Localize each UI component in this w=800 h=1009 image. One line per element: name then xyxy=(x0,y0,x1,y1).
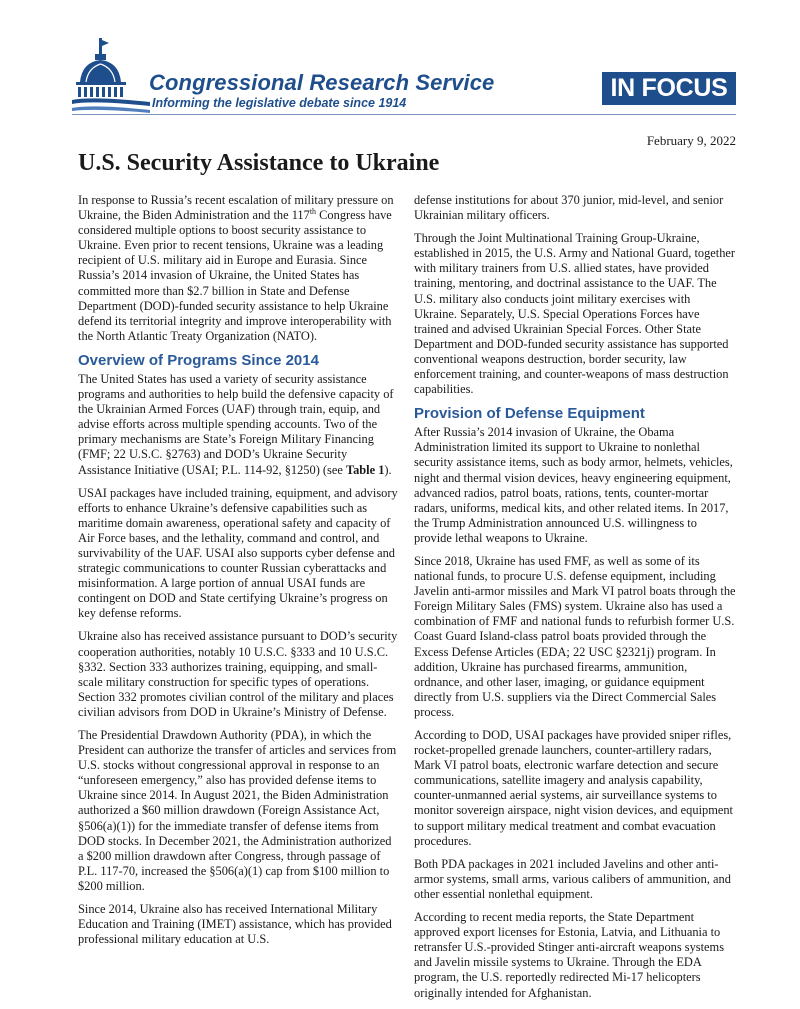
paragraph: According to recent media reports, the State Department approved export licenses for Estonia, Latvia, and Lithuania to retransfer U.S.-provided Stinger anti-aircraft weapons systems and Javelin missile systems to Ukraine. Through the EDA program, the U.S. reportedly redirected Mi-17 helicopters originally intended for Afghanistan. xyxy=(414,910,725,1000)
table-reference: Table 1 xyxy=(345,462,385,477)
paragraph: Since 2018, Ukraine has used FMF, as well as some of its national funds, to procure U.S. defense equipment, including Javelin anti-armor missiles and Mark VI patrol boats through the Foreign Military Sales (FMS) system. Ukraine also has used a combination of FMF and national funds to refurbish former U.S. Coast Guard Island-class patrol boats provided through the Excess Defense Articles (EDA; 22 USC §2321j) program. In addition, Ukraine has purchased firearms, ammunition, ordnance, and other laser, imaging, or guidance equipment directly from U.S. suppliers via the Direct Commercial Sales process. xyxy=(414,553,736,719)
paragraph: According to DOD, USAI packages have provided sniper rifles, rocket-propelled grenade launchers, counter-artillery radars, Mark VI patrol boats, electronic warfare detection and secure communications, satellite imagery and analysis capability, counter-unmanned aerial systems, air surveillance systems to monitor sovereign airspace, night vision devices, and equipment to support military medical treatment and combat evacuation procedures. xyxy=(414,728,733,848)
right-column xyxy=(414,193,736,1009)
page-header xyxy=(0,0,800,125)
paragraph: The Presidential Drawdown Authority (PDA), in which the President can authorize the transfer of articles and services from U.S. stocks without congressional approval in response to an “unforeseen emergency,” also has provided defense items to Ukraine since 2014. In August 2021, the Biden Administration authorized a $60 million drawdown (Foreign Assistance Act, §506(a)(1)) for the immediate transfer of defense items from DOD stocks. In December 2021, the Administration authorized a $200 million drawdown after Congress, through passage of P.L. 117-70, increased the §506(a)(1) cap from $100 million to $200 million. xyxy=(78,728,397,893)
in-focus-badge: IN FOCUS xyxy=(602,72,736,105)
paragraph: Through the Joint Multinational Training Group-Ukraine, established in 2015, the U.S. Army and National Guard, together with military trainers from U.S. allied states, have provided training, mentoring, and doctrinal assistance to the UAF. The U.S. military also conducts joint military exercises with Ukraine. Separately, U.S. Special Operations Forces have trained and advised Ukrainian Special Forces. Other State Department and DOD-funded security assistance has supported conventional weapons destruction, border security, law enforcement training, and counter-weapons of mass destruction capabilities. xyxy=(414,231,736,397)
paragraph: Since 2014, Ukraine also has received International Military Education and Training (IMET) assistance, which has provided professional military education at U.S. xyxy=(78,902,392,947)
header-divider xyxy=(72,114,736,115)
paragraph: The United States has used a variety of security assistance programs and authorities to help build the defensive capacity of the Ukrainian Armed Forces (UAF) through train, equip, and advise efforts across multiple spending accounts. Two of the primary mechanisms are State’s Foreign Military Financing (FMF; 22 U.S.C. §2763) and DOD’s Ukraine Security Assistance Initiative (USAI; P.L. 114-92, §1250) (see Table 1). xyxy=(78,371,394,477)
intro-paragraph: In response to Russia’s recent escalation of military pressure on Ukraine, the Biden Administration and the 117th Congress have considered multiple options to boost security assistance to Ukraine. Even prior to recent tensions, Ukraine was a leading recipient of U.S. military aid in Europe and Eurasia. Since Russia’s 2014 invasion of Ukraine, the United States has committed more than $2.7 billion in State and Defense Department (DOD)-funded security assistance to help Ukraine defend its territorial integrity and improve interoperability with the North Atlantic Treaty Organization (NATO). xyxy=(78,193,394,343)
org-tagline: Informing the legislative debate since 1914 xyxy=(152,96,407,110)
page-title: U.S. Security Assistance to Ukraine xyxy=(78,150,440,176)
left-column xyxy=(78,193,400,955)
publication-date: February 9, 2022 xyxy=(646,133,736,148)
capitol-dome-logo-icon xyxy=(72,38,150,116)
section-heading-overview: Overview of Programs Since 2014 xyxy=(78,351,319,369)
paragraph: Ukraine also has received assistance pursuant to DOD’s security cooperation authorities, notably 10 U.S.C. §333 and 10 U.S.C. §332. Section 333 authorizes training, equipping, and small-scale military construction for specific types of operations. Section 332 promotes civilian control of the military and places civilian advisors from DOD in Ukraine’s Ministry of Defense. xyxy=(78,629,398,719)
paragraph-continued: defense institutions for about 370 junior, mid-level, and senior Ukrainian military officers. xyxy=(414,193,724,223)
org-name: Congressional Research Service xyxy=(149,70,495,95)
section-heading-provision: Provision of Defense Equipment xyxy=(414,405,645,423)
paragraph: USAI packages have included training, equipment, and advisory efforts to enhance Ukraine’s defensive capabilities such as maritime domain awareness, operational safety and capacity of Air Force bases, and the lethality, command and control, and survivability of the UAF. USAI also supports cyber defense and strategic communications to counter Russian cyberattacks and misinformation. A large portion of annual USAI funds are contingent on DOD and State certifying Ukraine’s progress on key defense reforms. xyxy=(78,485,398,621)
paragraph: After Russia’s 2014 invasion of Ukraine, the Obama Administration limited its support to Ukraine to nonlethal security assistance items, such as body armor, helmets, vehicles, night and thermal vision devices, heavy engineering equipment, advanced radios, patrol boats, rations, tents, counter-mortar radars, uniforms, medical kits, and other related items. In 2017, the Trump Administration announced U.S. willingness to provide lethal weapons to Ukraine. xyxy=(414,425,733,545)
paragraph: Both PDA packages in 2021 included Javelins and other anti-armor systems, small arms, various calibers of ammunition, and other essential nonlethal equipment. xyxy=(414,856,731,901)
